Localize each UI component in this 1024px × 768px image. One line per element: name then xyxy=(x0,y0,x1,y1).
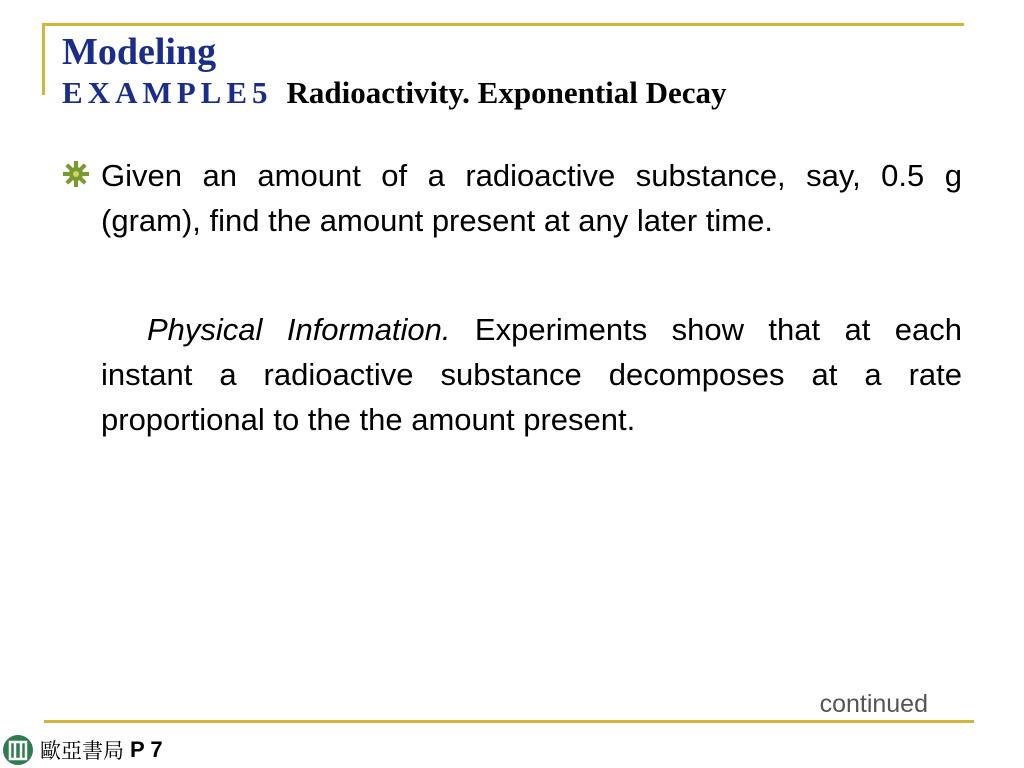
gear-bullet-icon xyxy=(62,160,90,188)
left-rule xyxy=(42,23,45,95)
slide-title: Modeling xyxy=(62,31,217,73)
physical-information-body: Experiments show that at each instant a radioactive substance decomposes at a rate proportional to the the amount present. xyxy=(101,312,962,437)
physical-information xyxy=(101,307,962,442)
publisher-name: 歐亞書局 xyxy=(40,739,124,763)
example-topic: Radioactivity. Exponential Decay xyxy=(286,75,727,110)
example-label: EXAMPLE5 xyxy=(62,75,273,110)
example-heading xyxy=(62,76,727,116)
continued-label: continued xyxy=(819,690,928,718)
publisher-logo-icon xyxy=(2,734,34,766)
bottom-rule xyxy=(44,720,974,723)
top-rule xyxy=(44,23,964,26)
page-number: P 7 xyxy=(130,737,163,762)
footer xyxy=(2,733,163,767)
problem-statement: Given an amount of a radioactive substance, say, 0.5 g (gram), find the amount present at any later time. xyxy=(101,158,962,238)
physical-information-lead: Physical Information. xyxy=(147,312,451,347)
